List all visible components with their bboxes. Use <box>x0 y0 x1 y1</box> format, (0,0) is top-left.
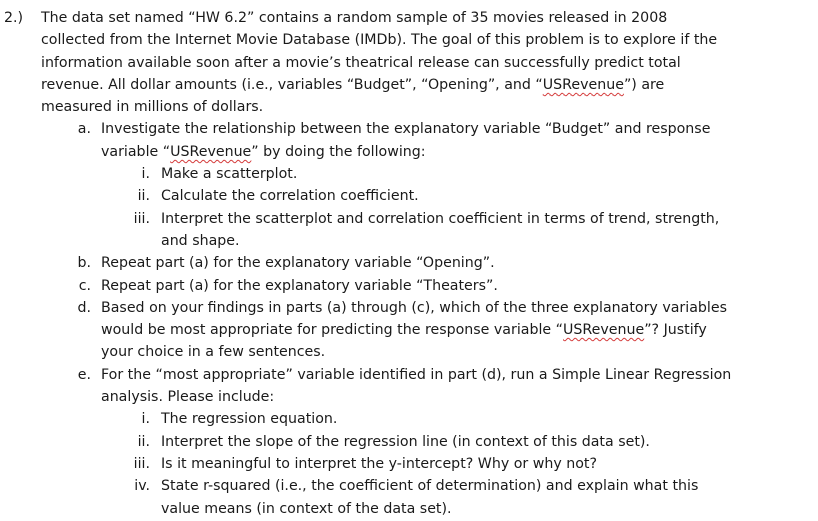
part-e-label: e. <box>77 366 91 383</box>
part-e-item-ii: ii. Interpret the slope of the regression line (in context of this data set). <box>137 433 650 450</box>
part-a-line-2: variable “USRevenue” by doing the following: <box>101 143 426 160</box>
part-b-label: b. <box>77 255 91 272</box>
problem-line-3: information available soon after a movie’s theatrical release can successfully predict total <box>41 54 681 71</box>
spellcheck-word: USRevenue <box>170 143 252 160</box>
part-e-item-iv: iv. State r-squared (i.e., the coefficient of determination) and explain what this <box>134 478 699 495</box>
part-e: e. For the “most appropriate” variable identified in part (d), run a Simple Linear Regression <box>0 364 818 386</box>
problem-number: 2.) <box>4 10 24 26</box>
part-a-item-iii-cont: and shape. <box>161 232 240 249</box>
part-b: b. Repeat part (a) for the explanatory variable “Opening”. <box>0 252 818 274</box>
problem-line-2: collected from the Internet Movie Database (IMDb). The goal of this problem is to explore if the <box>41 32 718 49</box>
problem-line-4: revenue. All dollar amounts (i.e., variables “Budget”, “Opening”, and “USRevenue”) are <box>41 76 665 93</box>
part-d-label: d. <box>77 299 91 316</box>
part-a-label: a. <box>77 121 91 138</box>
part-e-line-2: analysis. Please include: <box>101 389 275 406</box>
spellcheck-word: USRevenue <box>542 76 624 93</box>
part-c: c. Repeat part (a) for the explanatory variable “Theaters”. <box>0 275 818 297</box>
part-e-item-iii: iii. Is it meaningful to interpret the y-intercept? Why or why not? <box>133 455 598 472</box>
part-e-item-iv-cont: value means (in context of the data set). <box>161 500 452 517</box>
spellcheck-word: USRevenue <box>563 322 645 339</box>
part-d: d. Based on your findings in parts (a) through (c), which of the three explanatory variables <box>0 297 818 319</box>
part-a-item-i: i. Make a scatterplot. <box>141 166 298 183</box>
part-a-item-ii: ii. Calculate the correlation coefficient. <box>137 188 419 205</box>
part-a: a. Investigate the relationship between the explanatory variable “Budget” and response <box>0 118 818 140</box>
part-e-item-i: i. The regression equation. <box>141 411 338 428</box>
part-d-line-2: would be most appropriate for predicting the response variable “USRevenue”? Justify <box>101 322 707 339</box>
problem-line-5: measured in millions of dollars. <box>41 99 264 116</box>
part-d-line-3: your choice in a few sentences. <box>101 344 326 361</box>
part-a-item-iii: iii. Interpret the scatterplot and correlation coefficient in terms of trend, strength, <box>133 210 720 227</box>
problem-line-1: 2.) The data set named “HW 6.2” contains a random sample of 35 movies released in 2008 <box>0 7 818 29</box>
part-c-label: c. <box>78 277 91 294</box>
